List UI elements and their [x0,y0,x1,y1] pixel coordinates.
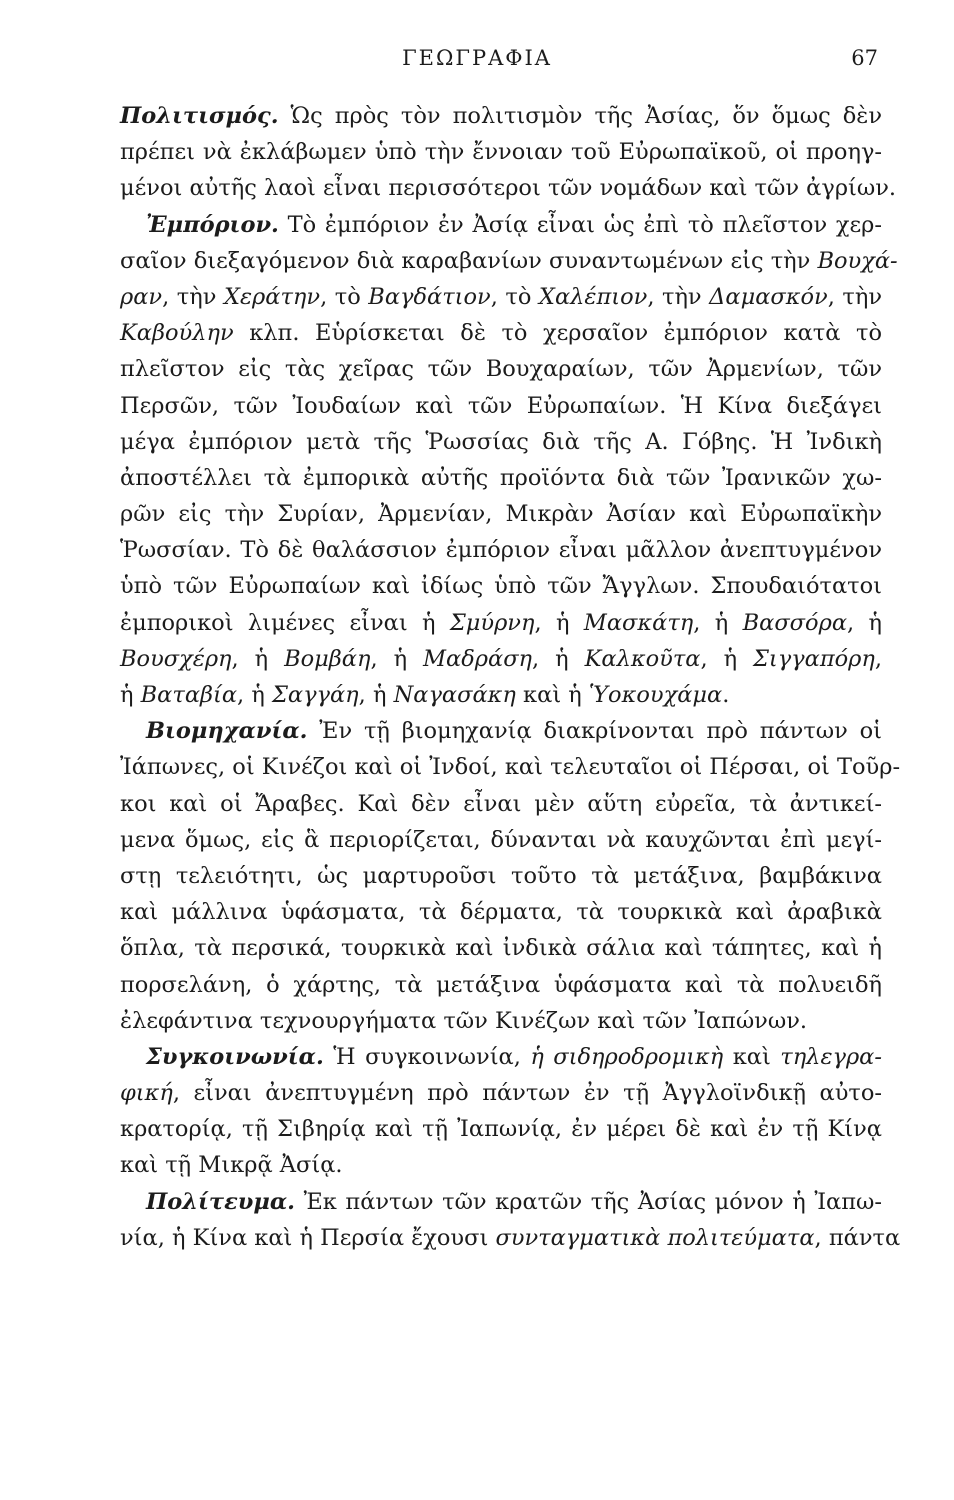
text-line [120,170,897,206]
text-line [120,749,901,785]
text-line [120,1039,882,1075]
text-run: Ἐκ πάντων τῶν κρατῶν τῆς Ἀσίας μόνον ἡ Ἰαπω- [294,1188,882,1215]
section-heading: Ἐμπόριον. [146,211,279,238]
text-run: , ἡ [358,682,394,708]
text-run: Περσῶν, τῶν Ἰουδαίων καὶ τῶν Εὐρωπαίων. Ἡ Κίνα διεξάγει [120,392,882,419]
text-run: μένοι αὐτῆς λαοὶ εἶναι περισσότεροι τῶν νομάδων καὶ τῶν ἀγρίων. [120,175,897,202]
text-run: Ναγασάκη [393,682,516,708]
text-run: Ὡς πρὸς τὸν πολιτισμὸν τῆς Ἀσίας, ὅν ὅμως δὲν [278,103,882,129]
text-run: ρῶν εἰς τὴν Συρίαν, Ἀρμενίαν, Μικρὰν Ἀσίαν καὶ Εὐρωπαϊκὴν [120,501,882,528]
text-line [120,460,882,496]
text-run: , τὴν [162,283,224,310]
text-line [120,496,882,532]
text-run: Τὸ ἐμπόριον ἐν Ἀσίᾳ εἶναι ὡς ἐπὶ τὸ πλεῖστον χερ- [278,211,882,238]
text-run: Ἡ συγκοινωνία, [323,1043,531,1070]
text-run: Βαγδάτιον [368,283,491,310]
text-run: κρατορίᾳ, τῇ Σιβηρίᾳ καὶ τῇ Ἰαπωνίᾳ, ἐν μέρει δὲ καὶ ἐν τῇ Κίνᾳ [120,1116,882,1143]
text-run: , τὸ [490,283,539,310]
text-run: , [874,645,883,672]
text-line [120,279,882,315]
text-run: συνταγματικὰ πολιτεύματα [495,1224,815,1251]
text-line [120,1003,882,1039]
text-line [120,1147,882,1183]
text-run: πλεῖστον εἰς τὰς χεῖρας τῶν Βουχαραίων, τῶν Ἀρμενίων, τῶν [120,356,882,383]
running-header-title: ΓΕΩΓΡΑΦΙΑ [402,46,552,70]
text-run: , ἡ [700,645,753,672]
text-run: ἐλεφάντινα τεχνουργήματα τῶν Κινέζων καὶ τῶν Ἰαπώνων. [120,1007,808,1034]
text-run: , τὴν [827,283,883,310]
text-run: , ἡ [231,645,285,672]
section-heading: Πολίτευμα. [146,1188,295,1215]
text-run: κοι καὶ οἱ Ἄραβες. Καὶ δὲν εἶναι μὲν αὕτη εὐρεῖα, τὰ ἀντικεί- [120,790,882,817]
text-line [120,1220,901,1256]
text-line [120,351,882,387]
page-number: 67 [851,46,878,70]
text-run: μέγα ἐμπόριον μετὰ τῆς Ῥωσσίας διὰ τῆς Α. Γόβης. Ἡ Ἰνδικὴ [120,428,882,455]
text-run: Βομβάη [284,645,371,672]
text-line [120,713,882,749]
text-run: Βουχά- [817,247,898,274]
text-run: πρέπει νὰ ἐκλάβωμεν ὑπὸ τὴν ἔννοιαν τοῦ Εὐρωπαϊκοῦ, οἱ προηγ- [120,139,882,166]
text-run: ὅπλα, τὰ περσικά, τουρκικὰ καὶ ἰνδικὰ σάλια καὶ τάπητες, καὶ ἡ [120,935,882,962]
text-run: καὶ τῇ Μικρᾷ Ἀσίᾳ. [120,1152,343,1179]
text-line [120,786,882,822]
text-run: Ῥωσσίαν. Τὸ δὲ θαλάσσιον ἐμπόριον εἶναι μᾶλλον ἀνεπτυγμένον [120,537,882,564]
text-run: Βασσόρα [742,609,848,636]
text-run: στῃ τελειότητι, ὡς μαρτυροῦσι τοῦτο τὰ μετάξινα, βαμβάκινα [120,862,882,889]
section-heading: Συγκοινωνία. [146,1043,324,1070]
text-line [120,243,898,279]
text-run: νία, ἡ Κίνα καὶ ἡ Περσία ἔχουσι [120,1224,496,1251]
section-heading: Βιομηχανία. [146,718,308,745]
text-run: , τὴν [647,283,710,310]
text-run: ὑπὸ τῶν Εὐρωπαίων καὶ ἰδίως ὑπὸ τῶν Ἄγγλων. Σπουδαιότατοι [120,573,882,600]
text-run: , ἡ [370,645,423,672]
text-run: Ὑοκουχάμα [588,682,723,708]
text-run: Χεράτην [223,283,321,310]
text-run: ἀποστέλλει τὰ ἐμπορικὰ αὐτῆς προϊόντα διὰ τῶν Ἰρανικῶν χω- [120,464,882,491]
text-run: ἐμπορικοὶ λιμένες εἶναι ἡ [120,609,450,636]
text-run: πορσελάνη, ὁ χάρτης, τὰ μετάξινα ὑφάσματα καὶ τὰ πολυειδῆ [120,971,882,998]
text-run: Καλκοῦτα [584,645,701,672]
text-run: καὶ μάλλινα ὑφάσματα, τὰ δέρματα, τὰ τουρκικὰ καὶ ἀραβικὰ [120,899,882,926]
text-run: Χαλέπιον [538,283,648,310]
text-run: Ἐν τῇ βιομηχανίᾳ διακρίνονται πρὸ πάντων οἱ [307,718,882,745]
text-run: Σμύρνη [449,609,535,636]
text-line [120,641,882,677]
text-run: μενα ὅμως, εἰς ἃ περιορίζεται, δύνανται νὰ καυχῶνται ἐπὶ μεγί- [120,826,882,853]
text-line [120,1075,882,1111]
text-run: Καβούλην [120,320,234,347]
text-run: , ἡ [532,645,585,672]
text-line [120,98,882,134]
text-line [120,134,882,170]
text-line [120,677,882,713]
text-run: Βαταβία [140,682,238,708]
text-line [120,822,882,858]
text-run: καὶ [723,1043,781,1070]
text-run: . [722,682,730,708]
text-run: ἡ σιδηροδρομικὴ [530,1043,724,1070]
text-line [120,930,882,966]
text-line [120,388,882,424]
text-run: κλπ. Εὑρίσκεται δὲ τὸ χερσαῖον ἐμπόριον κατὰ τὸ [233,320,882,347]
text-run: Ἰάπωνες, οἱ Κινέζοι καὶ οἱ Ἰνδοί, καὶ τελευταῖοι οἱ Πέρσαι, οἱ Τοῦρ- [120,754,901,781]
text-run: , ἡ [693,609,743,636]
text-line [120,1184,882,1220]
text-line [120,1111,882,1147]
section-heading: Πολιτισμός. [120,103,279,129]
text-line [120,894,882,930]
text-line [120,532,882,568]
text-run: καὶ ἡ [515,682,589,708]
text-run: σαῖον διεξαγόμενον διὰ καραβανίων συναντωμένων εἰς τὴν [120,247,818,274]
text-line [120,315,882,351]
text-line [120,568,882,604]
text-run: Σιγγαπόρη [753,645,875,672]
text-run: , εἶναι ἀνεπτυγμένη πρὸ πάντων ἐν τῇ Ἀγγλοϊνδικῇ αὐτο- [172,1080,882,1107]
text-run: φική [120,1080,173,1107]
body-text [120,98,901,1256]
text-run: , ἡ [237,682,272,708]
text-run: Μασκάτη [583,609,694,636]
text-line [120,858,882,894]
text-line [120,605,882,641]
text-run: ραν [120,283,163,310]
text-run: ἡ [120,682,141,708]
text-line [120,424,882,460]
text-run: Σαγγάη [271,682,359,708]
text-run: , πάντα [814,1224,901,1251]
text-line [120,207,882,243]
text-run: Δαμασκόν [709,283,828,310]
text-run: , τὸ [320,283,369,310]
text-run: , ἡ [534,609,584,636]
text-run: τηλεγρα- [780,1043,882,1070]
text-run: Μαδράση [423,645,533,672]
text-line [120,967,882,1003]
text-run: , ἡ [847,609,882,636]
text-run: Βουσχέρη [120,645,232,672]
